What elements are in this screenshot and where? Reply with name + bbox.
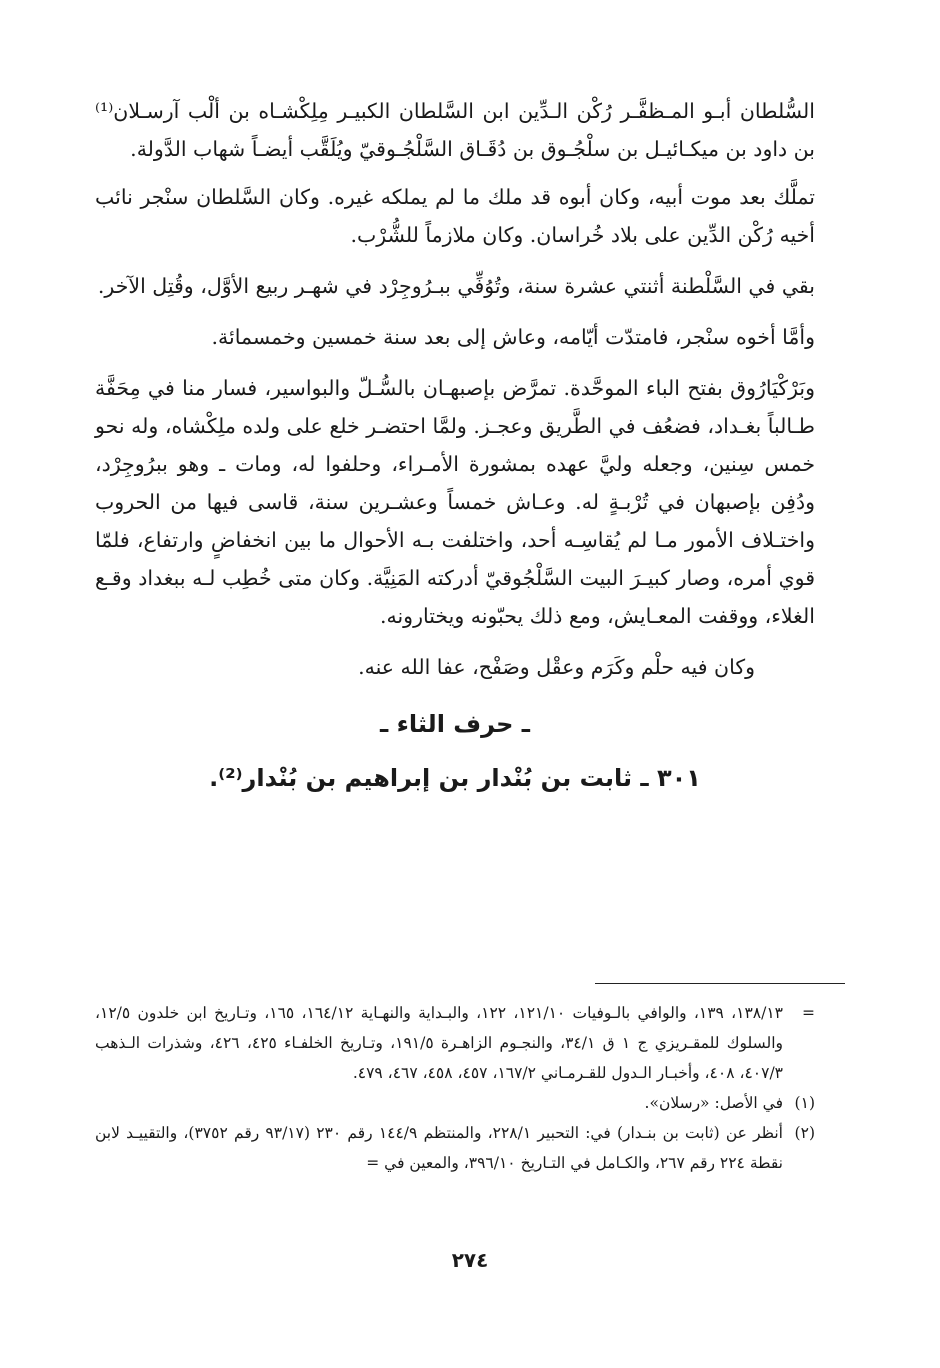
footnote-1 xyxy=(95,1088,815,1118)
footnote-mark: (١) xyxy=(794,1094,815,1112)
entry-heading: ٣٠١ ـ ثابت بن بُنْدار بن إبراهيم بن بُنْدار⁽²⁾. xyxy=(209,764,701,792)
footnote-text: في الأصل: «رسلان». xyxy=(644,1094,783,1112)
footnote-continuation xyxy=(95,998,815,1088)
footnote-text: ١٣٨/١٣، ١٣٩، والوافي بالـوفيات ١٢١/١٠، ١٢٢، والبـداية والنهـاية ١٦٤/١٢، ١٦٥، وتـاريخ ابن خلدون ١٢/٥، والسلوك للمقـريزي ج ١ ق ٣٤/١، والنجـوم الزاهـرة ١٩١/٥، وتـاريخ الخلفـاء ٤٢٥، ٤٢٦، وشذرات الـذهب ٤٠٧/٣، ٤٠٨، وأخبـار الـدول للقـرمـاني ١٦٧/٢، ٤٥٧، ٤٥٨، ٤٦٧، ٤٧٩. xyxy=(95,1004,784,1082)
page-body xyxy=(95,92,815,800)
paragraph-death: بقي في السَّلْطنة أثنتي عشرة سنة، وتُوُفِّي ببـرُوجِرْد في شهـر ربيع الأوَّل، وقُتِل الآخر. xyxy=(97,274,815,298)
paragraph-reign: تملَّك بعد موت أبيه، وكان أبوه قد ملك ما لم يملكه غيره. وكان السَّلطان سنْجر نائب أخيه رُكْن الدِّين على بلاد خُراسان. وكان ملازماً للشُّرْب. xyxy=(95,185,815,247)
footnote-2 xyxy=(95,1118,815,1178)
paragraph-virtues: وكان فيه حلْم وكَرَم وعقْل وصَفْح، عفا الله عنه. xyxy=(358,655,755,679)
footnote-mark: = xyxy=(802,1004,815,1022)
section-heading: ـ حرف الثاء ـ xyxy=(380,710,530,738)
paragraph-sultan-intro: السُّلطان أبـو المـظفَّـر رُكْن الـدِّين ابن السَّلطان الكبيـر مِلِكْشـاه بن ألْب آرسـلان⁽¹⁾ بن داود بن ميكـائيـل بن سلْجُـوق بن دُقَـاق السَّلْجُـوقيّ ويُلَقَّب أيضـاً شهاب الدَّولة. xyxy=(95,99,815,161)
footnote-text: أنظر عن (ثابت بن بنـدار) في: التحبير ٢٢٨/١، والمنتظم ١٤٤/٩ رقم ٢٣٠ (٩٣/١٧ رقم ٣٧٥٢)، والتقييـد لابن نقطة ٢٢٤ رقم ٢٦٧، والكـامل في التـاريخ ٣٩٦/١٠، والمعين في = xyxy=(95,1124,783,1172)
page-number: ٢٧٤ xyxy=(451,1248,489,1272)
footnote-separator xyxy=(595,983,845,984)
footnotes xyxy=(95,998,815,1178)
paragraph-sanjar: وأمَّا أخوه سنْجر، فامتدّت أيّامه، وعاش إلى بعد سنة خمسين وخمسمائة. xyxy=(211,325,815,349)
paragraph-barkyaruq: وبَرْكْيَارُوق بفتح الباء الموحَّدة. تمرَّض بإصبهـان بالسُّـلّ والبواسير، فسار منا في مِحَفَّة طـالباً بغـداد، فضعُف في الطَّريق وعجـز. ولمَّا احتضـر خلع على ولده ملِكْشاه، وله نحو خمس سِنين، وجعله وليَّ عهده بمشورة الأمـراء، وحلفوا له، ومات ـ وهو ببرُوجِرْد، ودُفِن بإصبهان في تُرْبـةٍ له. وعـاش خمساً وعشـرين سنة، قاسى فيها من الحروب واختـلاف الأمور مـا لم يُقاسِـه أحد، واختلفت بـه الأحوال ما بين انخفاضٍ وارتفاع، فلمّا قوي أمره، وصار كبيـرَ البيت السَّلْجُوقيّ أدركته المَنِيَّة. وكان متى خُطِب لـه ببغداد وقـع الغلاء، ووقفت المعـايش، ومع ذلك يحبّونه ويختارونه. xyxy=(95,376,815,628)
footnote-mark: (٢) xyxy=(794,1124,815,1142)
